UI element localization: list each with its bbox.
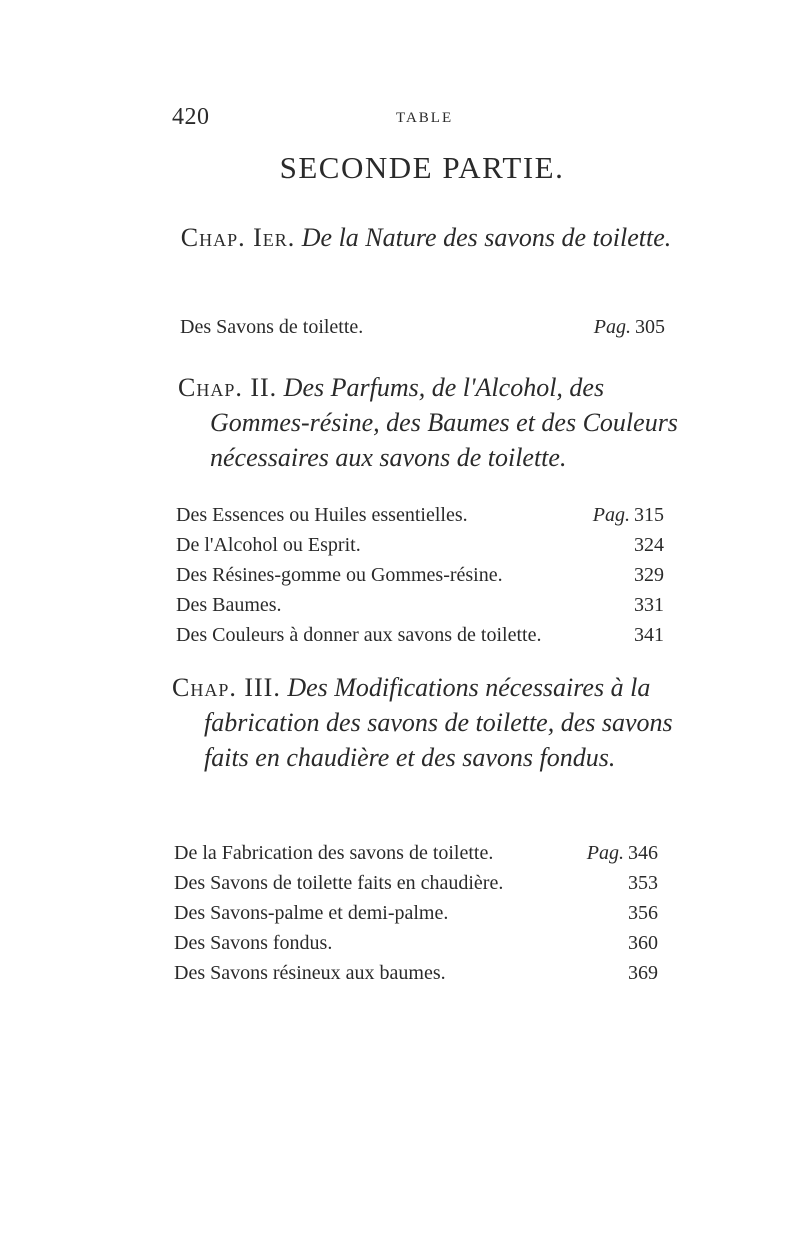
page-number: 420: [172, 104, 210, 130]
page-ref: 360: [628, 932, 658, 954]
entry-page: [624, 868, 658, 898]
entry-title: Des Savons de toilette faits en chaudière.: [174, 872, 504, 894]
toc-entry: [174, 928, 658, 958]
entry-title: Des Savons résineux aux baumes.: [174, 962, 446, 984]
entry-page: [630, 620, 664, 650]
part-title: SECONDE PARTIE.: [279, 150, 565, 185]
toc-entry: [176, 500, 664, 530]
entry-page: [630, 530, 664, 560]
chapter-label: Chap. III.: [172, 673, 281, 702]
toc-entry: [176, 590, 664, 620]
toc-entry: [176, 620, 664, 650]
page-ref: 324: [634, 534, 664, 556]
toc-list: [174, 838, 658, 988]
pag-label: Pag.: [586, 842, 624, 864]
page-ref: 315: [634, 504, 664, 526]
page-ref: 346: [628, 842, 658, 864]
toc-entry: [174, 958, 658, 988]
chapter-heading: [176, 220, 676, 255]
page-ref: 341: [634, 624, 664, 646]
entry-page: [624, 898, 658, 928]
entry-page: [594, 312, 665, 342]
toc-entry: [176, 560, 664, 590]
entry-title: Des Couleurs à donner aux savons de toilette.: [176, 624, 542, 646]
entry-page: [593, 500, 664, 530]
toc-entry: [174, 838, 658, 868]
toc-list: [180, 312, 665, 342]
entry-page: [624, 958, 658, 988]
page-ref: 356: [628, 902, 658, 924]
entry-title: Des Savons de toilette.: [180, 316, 364, 338]
chapter-label: Chap. Ier.: [180, 223, 296, 252]
entry-page: [630, 590, 664, 620]
pag-label: Pag.: [592, 504, 630, 526]
page-ref: 369: [628, 962, 658, 984]
toc-list: [176, 500, 664, 650]
entry-title: Des Baumes.: [176, 594, 282, 616]
entry-page: [624, 928, 658, 958]
entry-title: Des Essences ou Huiles essentielles.: [176, 504, 468, 526]
chapter-heading: [172, 670, 694, 775]
chapter-title: De la Nature des savons de toilette.: [301, 223, 672, 252]
page-ref: 331: [634, 594, 664, 616]
chapter-title: Des Modifications nécessaires à la fabrication des savons de toilette, des savons faits en chaudière et des savons fondus.: [204, 673, 673, 772]
toc-entry: [180, 312, 665, 342]
entry-page: [630, 560, 664, 590]
toc-entry: [174, 868, 658, 898]
toc-entry: [174, 898, 658, 928]
page-ref: 329: [634, 564, 664, 586]
chapter-heading: [178, 370, 700, 475]
page-ref: 353: [628, 872, 658, 894]
chapter-label: Chap. II.: [178, 373, 278, 402]
entry-title: Des Savons-palme et demi-palme.: [174, 902, 449, 924]
entry-title: Des Savons fondus.: [174, 932, 333, 954]
page-ref: 305: [635, 316, 665, 338]
toc-entry: [176, 530, 664, 560]
pag-label: Pag.: [593, 316, 631, 338]
entry-title: De la Fabrication des savons de toilette.: [174, 842, 494, 864]
running-head: TABLE: [396, 110, 454, 126]
chapter-title: Des Parfums, de l'Alcohol, des Gommes-résine, des Baumes et des Couleurs nécessaires aux savons de toilette.: [210, 373, 678, 472]
entry-title: De l'Alcohol ou Esprit.: [176, 534, 361, 556]
entry-title: Des Résines-gomme ou Gommes-résine.: [176, 564, 503, 586]
entry-page: [587, 838, 658, 868]
